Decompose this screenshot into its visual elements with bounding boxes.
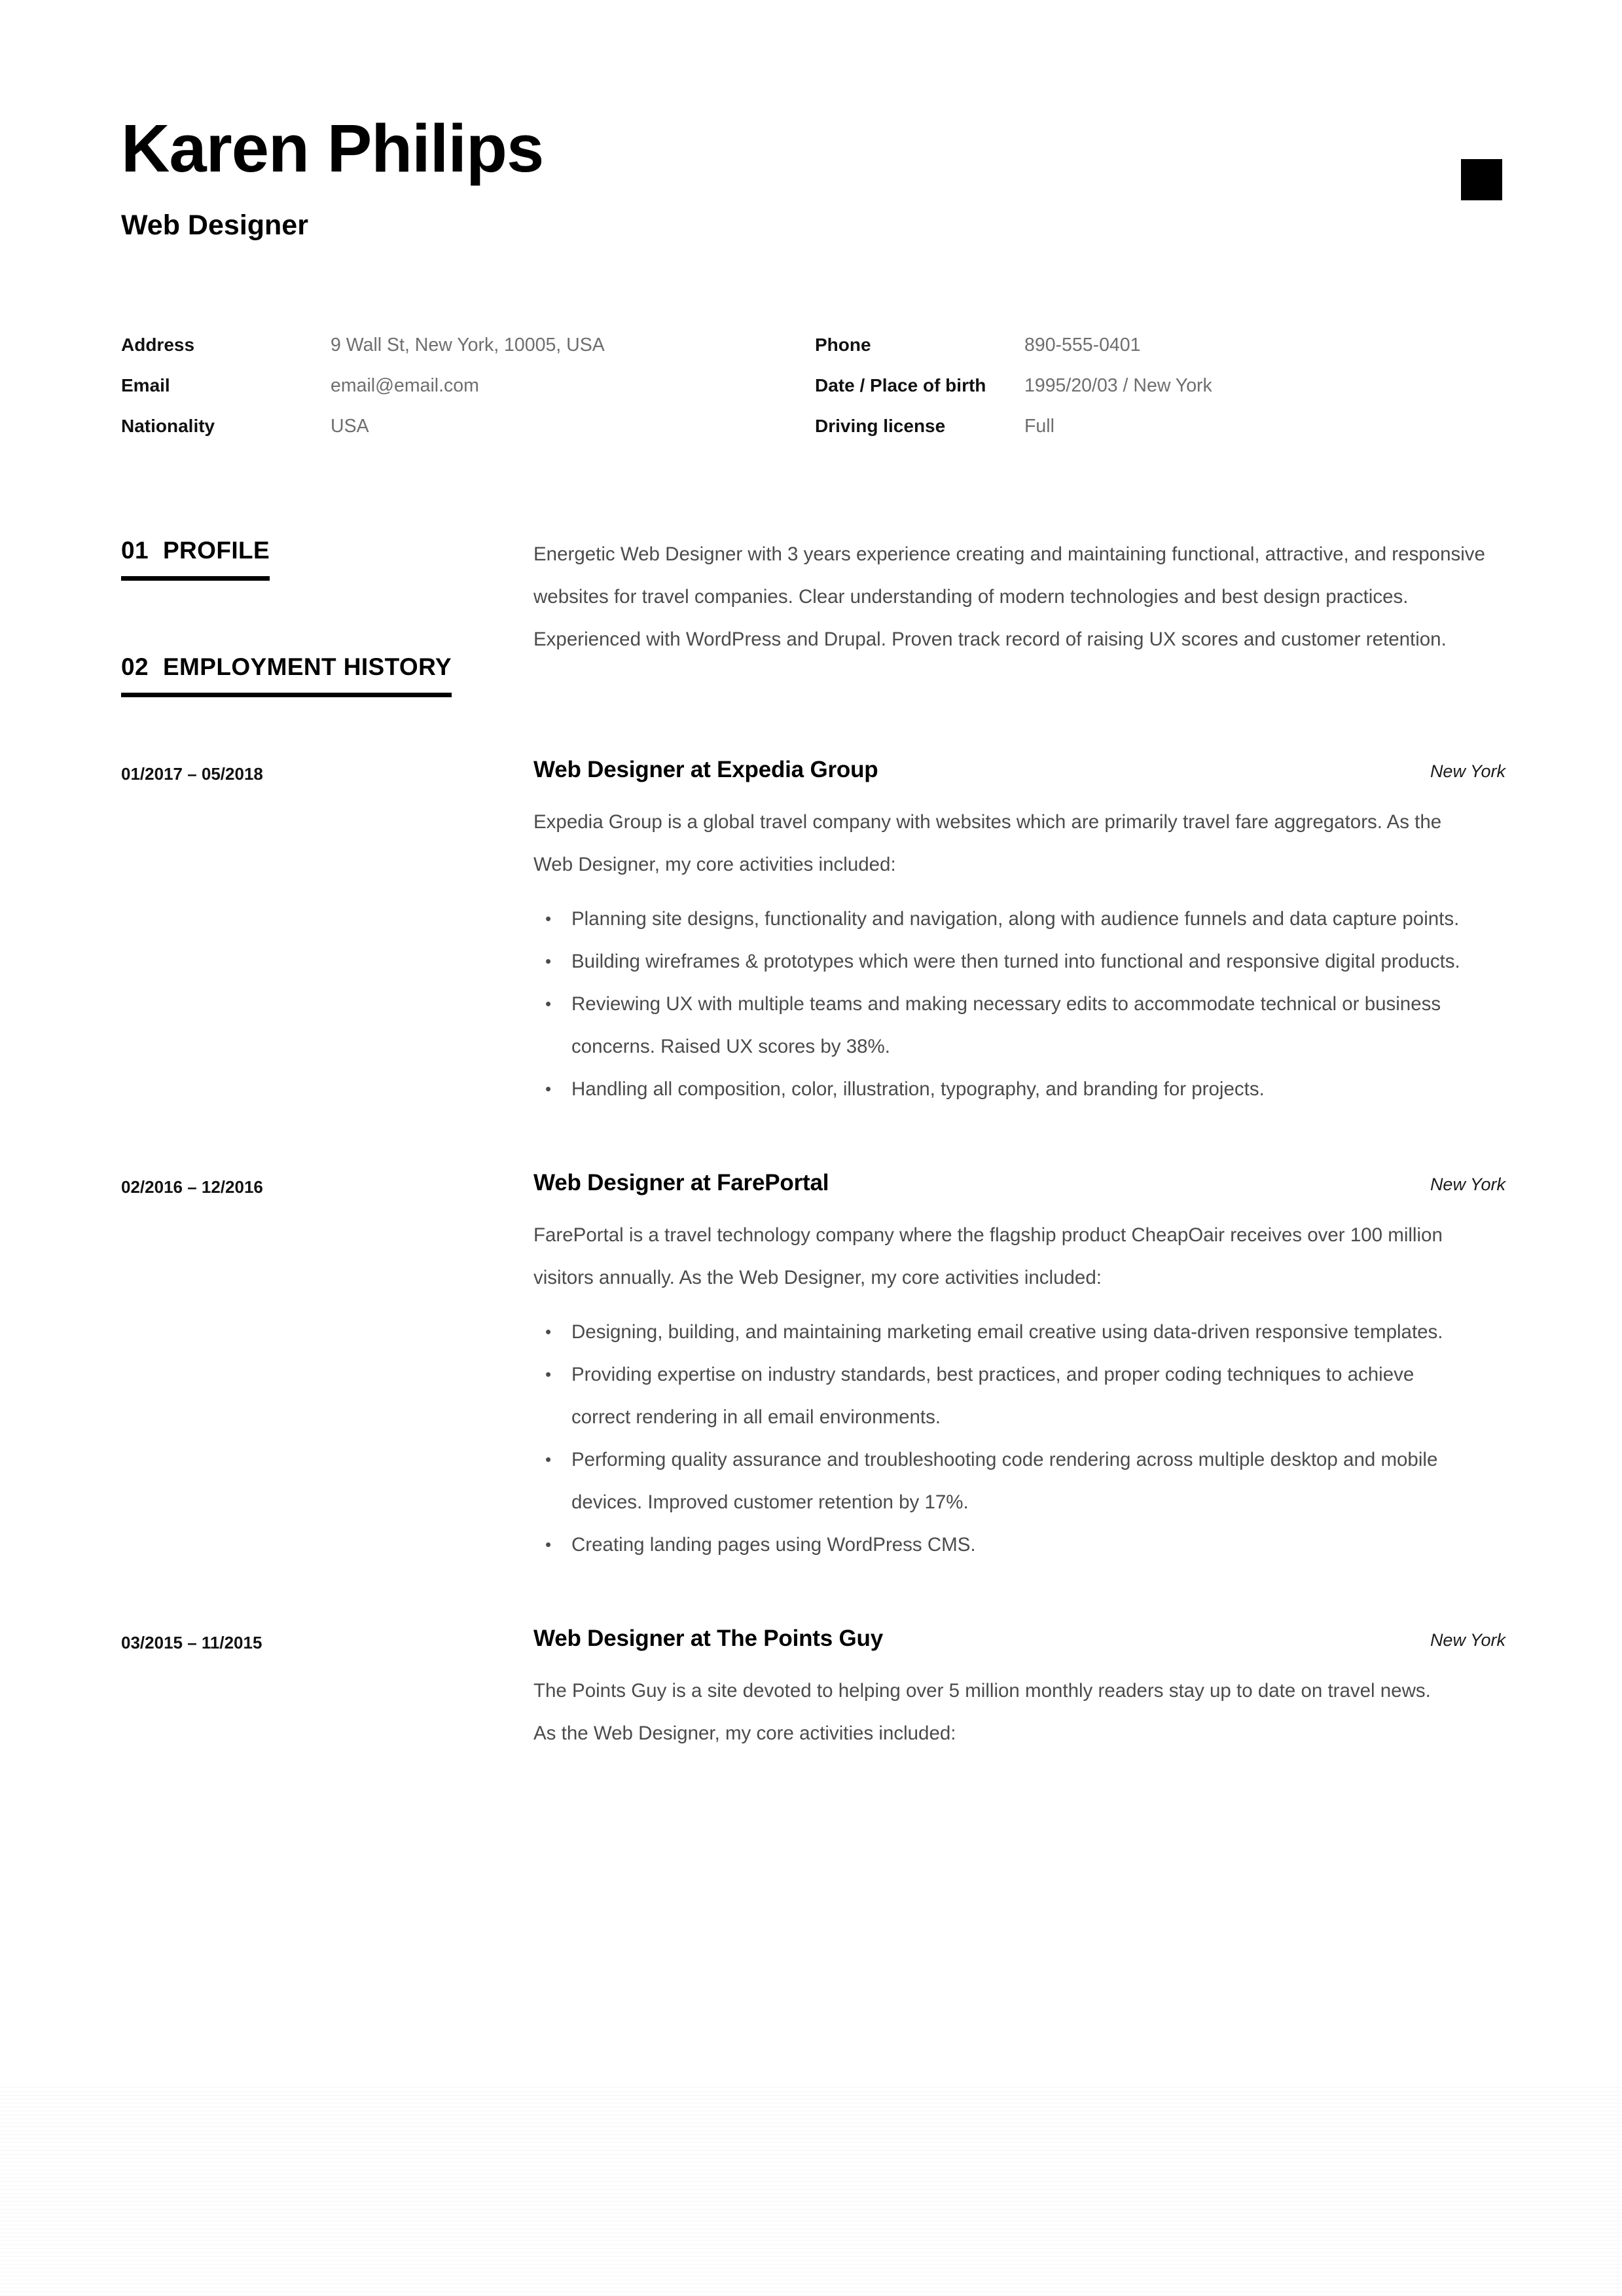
contact-value-driving-license: Full — [1024, 416, 1054, 437]
list-item: • Designing, building, and maintaining marketing email creative using data-driven responsive templates. — [533, 1311, 1463, 1353]
page-bottom-texture — [0, 2087, 1622, 2296]
employment-dates: 02/2016 – 12/2016 — [121, 1176, 263, 1197]
resume-header — [121, 0, 1505, 241]
contact-label-driving-license: Driving license — [815, 416, 946, 437]
section-underline — [121, 693, 452, 697]
employment-entry — [121, 1110, 1505, 1566]
list-item: • Creating landing pages using WordPress CMS. — [533, 1523, 1463, 1566]
contact-value-address: 9 Wall St, New York, 10005, USA — [331, 335, 605, 356]
section-employment-history — [121, 581, 1505, 1755]
section-heading-text — [121, 538, 270, 564]
employment-bullet-list — [533, 886, 1463, 1110]
contact-value-phone: 890-555-0401 — [1024, 335, 1141, 356]
contact-row — [815, 415, 1505, 456]
employment-details — [533, 1169, 1505, 1566]
employment-job-title: Web Designer at The Points Guy — [533, 1625, 884, 1651]
employment-dates: 03/2015 – 11/2015 — [121, 1632, 262, 1652]
employment-location: New York — [1430, 1630, 1505, 1650]
list-item: • Handling all composition, color, illustration, typography, and branding for projects. — [533, 1068, 1463, 1110]
contact-label-birth: Date / Place of birth — [815, 375, 986, 396]
employment-dates: 01/2017 – 05/2018 — [121, 763, 263, 784]
section-number: 02 — [121, 653, 149, 680]
employment-description: FarePortal is a travel technology company where the flagship product CheapOair receives over 100 million visitors annually. As the Web Designer, my core activities included: — [533, 1224, 1443, 1288]
list-item: • Providing expertise on industry standards, best practices, and proper coding techniques to achieve correct rendering in all email environments. — [533, 1353, 1463, 1438]
contact-label-nationality: Nationality — [121, 416, 215, 437]
contact-row — [815, 334, 1505, 374]
list-item: • Performing quality assurance and troubleshooting code rendering across multiple desktop and mobile devices. Improved customer retention by 17%. — [533, 1438, 1463, 1523]
contact-details — [121, 241, 1505, 456]
employment-description: Expedia Group is a global travel company with websites which are primarily travel fare aggregators. As the Web Designer, my core activities included: — [533, 811, 1442, 875]
candidate-job-title: Web Designer — [121, 210, 308, 241]
section-number: 01 — [121, 537, 149, 564]
employment-entry — [121, 1566, 1505, 1755]
contact-row — [121, 334, 815, 374]
employment-entry — [121, 697, 1505, 1110]
contact-value-email: email@email.com — [331, 375, 479, 397]
list-item: • Building wireframes & prototypes which were then turned into functional and responsive digital products. — [533, 940, 1463, 983]
contact-value-birth: 1995/20/03 / New York — [1024, 375, 1212, 397]
employment-job-title: Web Designer at Expedia Group — [533, 756, 878, 782]
section-title: EMPLOYMENT HISTORY — [162, 653, 452, 680]
profile-photo-placeholder — [1461, 159, 1502, 200]
contact-column-right — [815, 334, 1505, 456]
section-profile — [121, 456, 1505, 651]
contact-label-phone: Phone — [815, 335, 871, 355]
section-underline — [121, 576, 270, 581]
employment-details — [533, 1625, 1505, 1755]
section-heading-profile — [121, 538, 270, 581]
contact-row — [121, 374, 815, 415]
contact-row — [121, 415, 815, 456]
contact-column-left — [121, 334, 815, 456]
section-heading-employment — [121, 654, 452, 697]
employment-job-title: Web Designer at FarePortal — [533, 1169, 829, 1195]
list-item: • Planning site designs, functionality and navigation, along with audience funnels and data capture points. — [533, 898, 1463, 940]
employment-location: New York — [1430, 761, 1505, 781]
employment-title-row — [533, 1625, 1505, 1652]
employment-description: The Points Guy is a site devoted to helping over 5 million monthly readers stay up to date on travel news. As the Web Designer, my core activities included: — [533, 1679, 1431, 1744]
employment-location: New York — [1430, 1174, 1505, 1194]
employment-bullet-list — [533, 1299, 1463, 1566]
contact-row — [815, 374, 1505, 415]
employment-details — [533, 756, 1505, 1110]
contact-value-nationality: USA — [331, 416, 369, 437]
section-title: PROFILE — [162, 537, 270, 564]
candidate-name: Karen Philips — [121, 111, 544, 186]
profile-summary-text: Energetic Web Designer with 3 years experience creating and maintaining functional, attractive, and responsive websites for travel companies. Clear understanding of modern technologies and best design practices. Experienced with WordPress and Drupal. Proven track record of raising UX scores and customer retention. — [533, 543, 1485, 651]
contact-label-email: Email — [121, 375, 170, 396]
resume-content — [121, 0, 1505, 1755]
employment-title-row — [533, 756, 1505, 784]
employment-title-row — [533, 1169, 1505, 1197]
list-item: • Reviewing UX with multiple teams and making necessary edits to accommodate technical or business concerns. Raised UX scores by 38%. — [533, 983, 1463, 1068]
contact-label-address: Address — [121, 335, 195, 355]
section-heading-text — [121, 654, 452, 681]
